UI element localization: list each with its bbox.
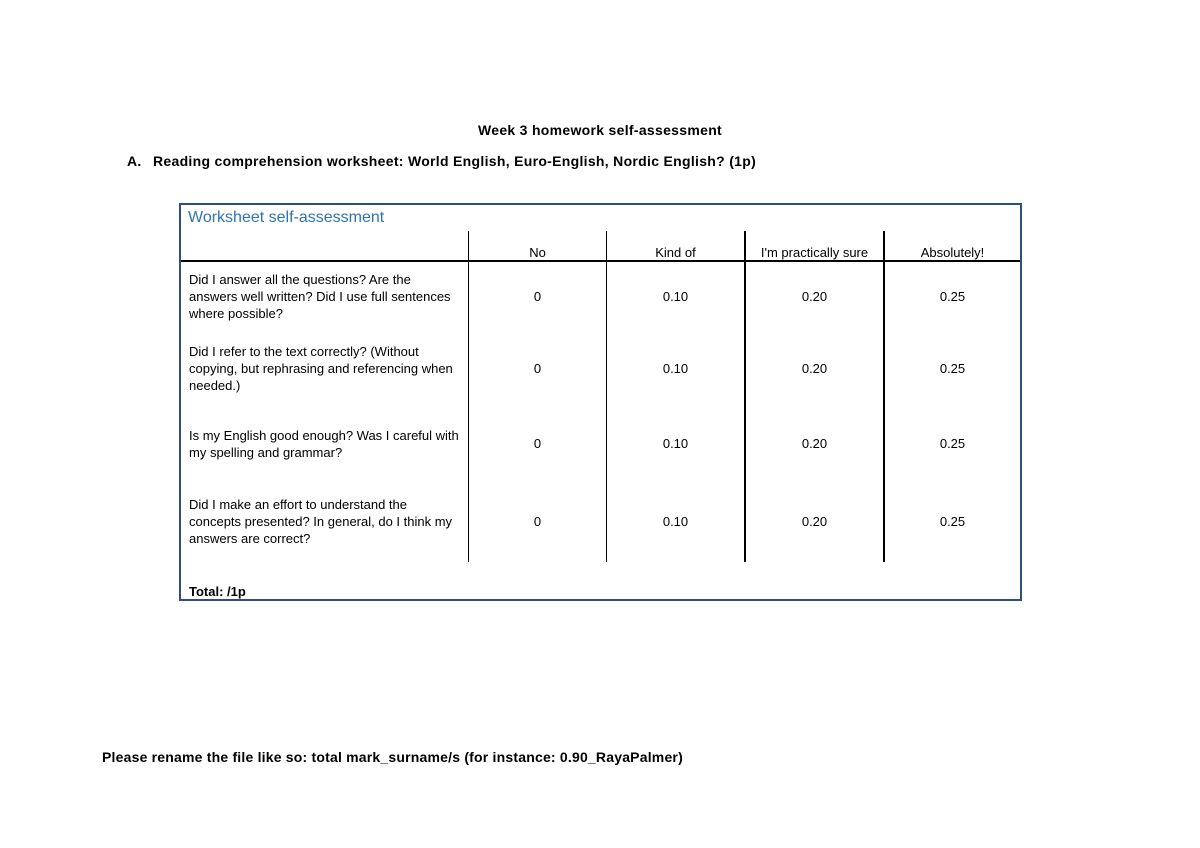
section-heading	[127, 153, 756, 169]
column-divider	[744, 231, 746, 562]
score-no: 0	[533, 514, 542, 529]
score-practically-sure: 0.20	[801, 289, 828, 304]
score-practically-sure: 0.20	[801, 361, 828, 376]
rubric-row-question: Did I refer to the text correctly? (Without copying, but rephrasing and referencing when needed.)	[189, 344, 453, 393]
score-absolutely: 0.25	[939, 289, 966, 304]
column-header-no: No	[529, 245, 546, 260]
rename-instruction: Please rename the file like so: total mark_surname/s (for instance: 0.90_RayaPalmer)	[102, 749, 683, 765]
score-practically-sure: 0.20	[801, 436, 828, 451]
column-divider	[606, 231, 607, 562]
column-header-absolutely: Absolutely!	[920, 245, 985, 260]
score-kind-of: 0.10	[662, 436, 689, 451]
column-header-practically-sure: I'm practically sure	[760, 245, 869, 260]
score-kind-of: 0.10	[662, 289, 689, 304]
column-divider	[883, 231, 885, 562]
column-divider	[468, 231, 469, 562]
rubric-title: Worksheet self-assessment	[188, 209, 385, 226]
score-kind-of: 0.10	[662, 514, 689, 529]
score-absolutely: 0.25	[939, 436, 966, 451]
document-title: Week 3 homework self-assessment	[477, 122, 723, 138]
score-practically-sure: 0.20	[801, 514, 828, 529]
score-no: 0	[533, 436, 542, 451]
rubric-row-question: Did I make an effort to understand the concepts presented? In general, do I think my answers are correct?	[189, 497, 453, 546]
rubric-row-question: Is my English good enough? Was I careful with my spelling and grammar?	[189, 428, 459, 460]
score-absolutely: 0.25	[939, 514, 966, 529]
rubric-box	[179, 203, 1022, 601]
score-no: 0	[533, 361, 542, 376]
column-header-kind-of: Kind of	[655, 245, 696, 260]
score-absolutely: 0.25	[939, 361, 966, 376]
rubric-total: Total: /1p	[189, 584, 246, 599]
rubric-row-question: Did I answer all the questions? Are the answers well written? Did I use full sentences where possible?	[189, 272, 451, 321]
header-divider	[181, 260, 1020, 262]
score-kind-of: 0.10	[662, 361, 689, 376]
section-marker: A.	[127, 153, 142, 169]
score-no: 0	[533, 289, 542, 304]
section-heading-text: Reading comprehension worksheet: World English, Euro-English, Nordic English? (1p)	[153, 153, 757, 169]
